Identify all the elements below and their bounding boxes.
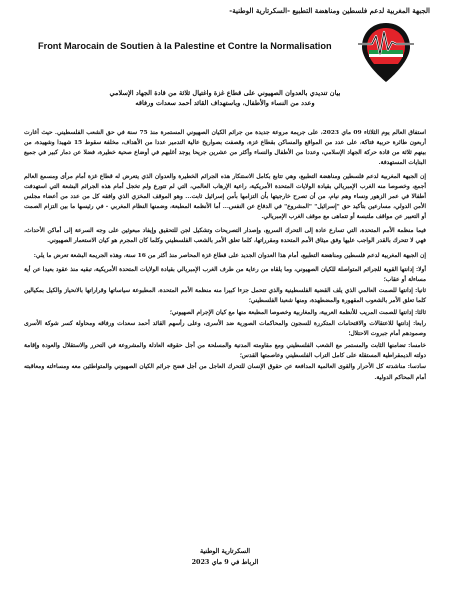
signature-org: السكرتارية الوطنية [199,547,251,555]
header-french: Front Marocain de Soutien à la Palestine et Contre la Normalisation [38,41,332,51]
paragraph-declaration: إن الجبهة المغربية لدعم فلسطين ومناهضة التطبيع، أمام هذا العدوان الجديد على قطاع غزة المحاصر منذ أكثر من 16 سنة، وهذه الجريمة البشعة تعرض ما يلي: [33,251,426,259]
point-fifth: خامسا: تضامنها الثابت والمستمر مع الشعب الفلسطيني ومع مقاومته المدنية والمسلحة من أجل حقوقه العادلة والمشروعة في التحرر والاستقلال والعودة وإقامة دولته الديمقراطية المستقلة على كامل التراب الفلسطيني وعاصمتها القدس؛ [24,341,426,359]
point-second: ثانيا: إدانتها للصمت العالمي الذي يلف القضية الفلسطينية والذي تتحمل جزءا كبيرا منه منظمة الأمم المتحدة، المطبوعة سياساتها وقراراتها بالانحياز والكيل بمكيالين كلما تعلق الأمر بالشعوب المقهورة والمضطهدة، ومنها شعبنا الفلسطيني؛ [24,287,426,305]
title-line-2: وعدد من النساء والأطفال، وباستهداف القائد أحمد سعدات ورفاقه [135,99,315,107]
map-pin-with-heartbeat-and-flag-icon [356,20,416,86]
statement-body [24,128,426,384]
signature-date: الرباط في 9 ماي 2023 [191,558,259,566]
title-line-1: بيان تنديدي بالعدوان الصهيوني على قطاع غزة واغتيال ثلاثة من قادة الجهاد الإسلامي [109,89,341,97]
header-arabic: الجبهة المغربية لدعم فلسطين ومناهضة التطبيع -السكرتارية الوطنية- [229,6,430,15]
point-sixth: سادسا: مناشدته كل الأحرار والقوى العالمية المدافعة عن حقوق الإنسان للتحرك العاجل من أجل فضح جرائم الكيان الصهيوني والمتواطئين معه ومساءلته ومعاقبته أمام المحاكم الدولية. [24,363,426,381]
point-fourth: رابعا: إدانتها للاعتقالات والاقتحامات المتكررة للسجون والمحاكمات الصورية ضد الأسرى، وعلى رأسهم القائد أحمد سعدات ورفاقه ومحاولة كسر شوكة الأسرى وصمودهم أمام جبروت الاحتلال؛ [24,320,426,338]
point-first: أولا: إدانتها القوية للجرائم المتواصلة للكيان الصهيوني، وما يلقاه من رعاية من طرف الغرب الإمبريالي بقيادة الولايات المتحدة الأمريكية، تبقيه منذ عقود بعيدا عن أية مساءلة أو عقاب؛ [24,265,426,283]
paragraph-united-nations: فيما منظمة الأمم المتحدة، التي تسارع عادة إلى التحرك السريع، وإصدار التصريحات وتشكيل لجن للتحقيق وإيفاد مبعوثين على وجه السرعة إلى أماكن الأحداث، فهي لا تتحرك بالقدر الواجب عليها وفق ميثاق الأمم المتحدة ومقرراتها، كلما تعلق الأمر بالشعب الفلسطيني وكلما كان المجرم هو كيان الاستعمار الصهيوني. [24,227,426,245]
point-third: ثالثا: إدانتها للصمت المريب للأنظمة العربية، والمغاربية وخصوصا المطبعة منها مع كيان الإجرام الصهيوني؛ [169,308,426,316]
paragraph-intro: استفاق العالم يوم الثلاثاء 09 ماي 2023، على جريمة مروعة جديدة من جرائم الكيان الصهيوني المستمرة منذ 75 سنة في حق الشعب الفلسطيني. حيث أغارت أربعون طائرة حربية فتاكة، على عدد من المواقع والمساكن بقطاع غزة، وقصفت بصواريخ عالية التدمير عددا من الأهداف، مخلفة سقوط 15 شهيدا وشهيدة، من بينهم ثلاثة من قادة حركة الجهاد الإسلامي، وعددا من الأطفال والنساء وأكثر من عشرين جريحا يوجد أغلبهم في أوضاع صحية خطيرة، فضلا عن دمار كبير في جميع البنايات المستهدفة. [24,129,426,167]
paragraph-front-position: إن الجبهة المغربية لدعم فلسطين ومناهضة التطبيع، وهي تتابع بكامل الاستنكار هذه الجرائم الخطيرة والعدوان الذي يتعرض له قطاع غزة أمام مرأى ومسمع العالم أجمع، وخصوصا منه الغرب الإمبريالي بقيادة الولايات المتحدة الأمريكية، راعية الإرهاب العالمي، التي لم تتورع ولم تخجل أمام هذه الجرائم البشعة التي استهدفت أطفالا في عمر الزهور ونساء وهم نيام، من أن تصرح خارجيتها بأن التزامها بأمن إسرائيل ثابت... وهو الموقف المخزي الذي وافقه كل من عدد من أعضاء مجلس الأمن الدولي، مسارعين بتأكيد حق "إسرائيل" "المشروع" في الدفاع عن النفس... أما الأنظمة المطبعة، وضمنها النظام المغربي - في رئيسها ما بين التزام الصمت أو التعبير عن مواقف ملتبسة أو تتماهى مع موقف الغرب الإمبريالي. [24,173,426,221]
statement-title [40,88,410,108]
signature-block [150,546,300,568]
